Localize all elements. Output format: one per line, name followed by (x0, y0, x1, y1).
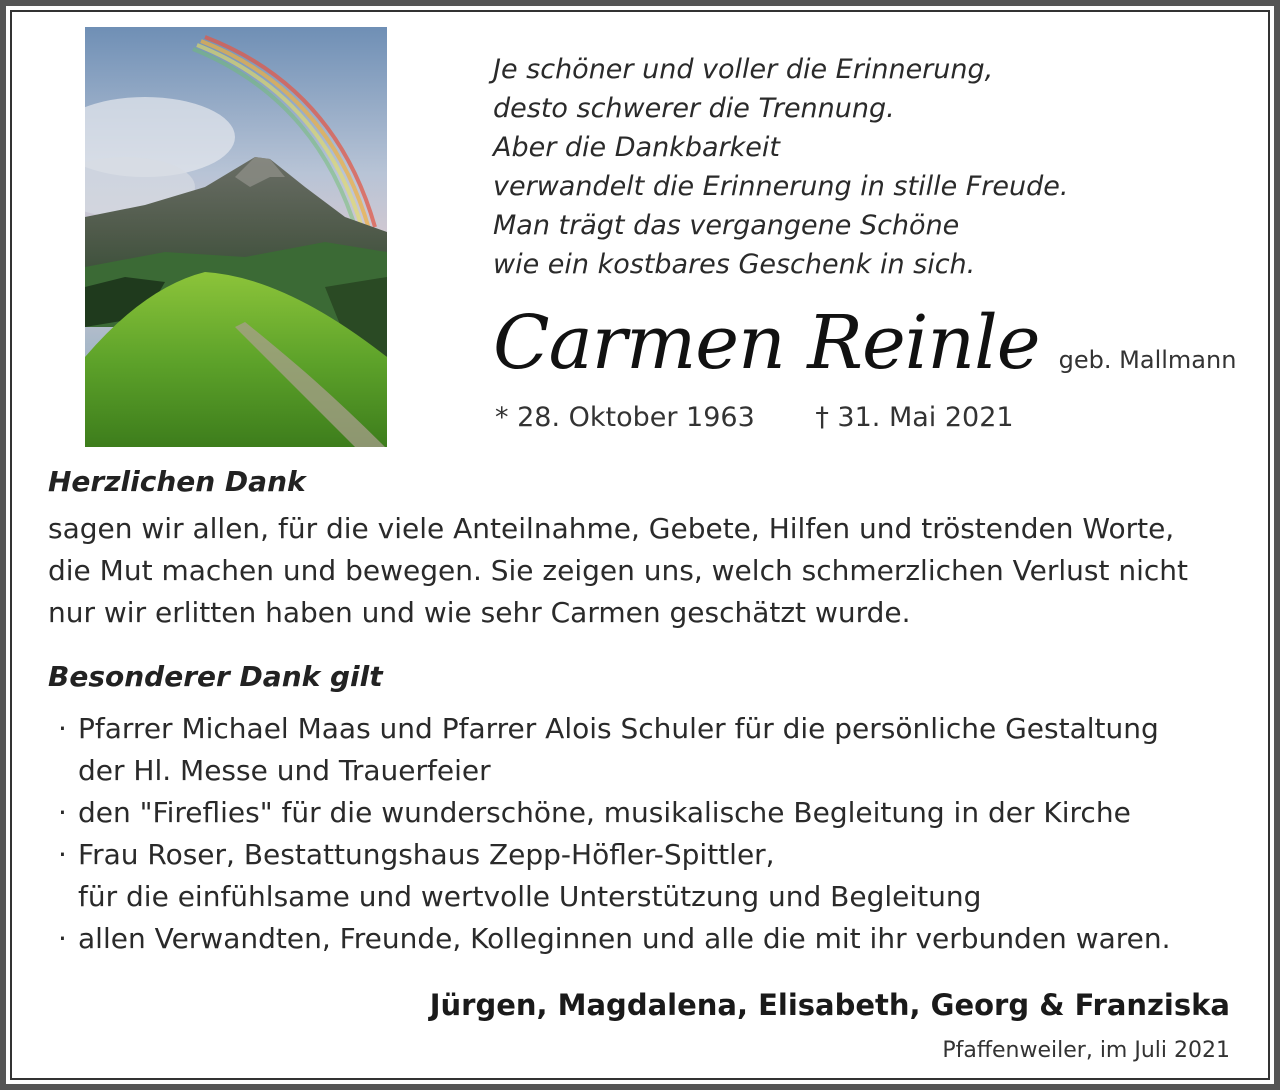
bullet: · (58, 796, 67, 829)
maiden-name: geb. Mallmann (1058, 346, 1237, 374)
deceased-name: Carmen Reinle (493, 300, 1040, 386)
poem-line: Aber die Dankbarkeit (493, 132, 780, 163)
poem-line: Je schöner und voller die Erinnerung, (493, 54, 994, 85)
list-item: · Frau Roser, Bestattungshaus Zepp-Höfler-Spittler, (58, 834, 1238, 876)
list-item: · allen Verwandten, Freunde, Kolleginnen und alle die mit ihr verbunden waren. (58, 918, 1238, 960)
signers: Jürgen, Magdalena, Elisabeth, Georg & Franziska (429, 988, 1230, 1022)
list-item-continuation: für die einfühlsame und wertvolle Unterstützung und Begleitung (78, 880, 982, 913)
thanks-line: sagen wir allen, für die viele Anteilnahme, Gebete, Hilfen und tröstenden Worte, (48, 512, 1175, 545)
place-date: Pfaffenweiler, im Juli 2021 (942, 1038, 1230, 1063)
list-item-continuation: der Hl. Messe und Trauerfeier (78, 754, 491, 787)
thanks-line: nur wir erlitten haben und wie sehr Carmen geschätzt wurde. (48, 596, 911, 629)
birth-date: * 28. Oktober 1963 (495, 402, 755, 433)
thanks-heading: Herzlichen Dank (48, 465, 306, 498)
list-item: · Pfarrer Michael Maas und Pfarrer Alois Schuler für die persönliche Gestaltung (58, 708, 1238, 750)
poem-line: Man trägt das vergangene Schöne (493, 210, 960, 241)
deceased-name-row (493, 300, 1253, 400)
thanks-line: die Mut machen und bewegen. Sie zeigen uns, welch schmerzlichen Verlust nicht (48, 554, 1188, 587)
special-thanks-heading: Besonderer Dank gilt (48, 660, 383, 693)
mountain-rainbow-photo (85, 27, 387, 447)
bullet: · (58, 838, 67, 871)
bullet: · (58, 922, 67, 955)
death-date: † 31. Mai 2021 (815, 402, 1014, 433)
life-dates (495, 402, 1014, 433)
poem-line: wie ein kostbares Geschenk in sich. (493, 249, 976, 280)
bullet: · (58, 712, 67, 745)
memorial-poem (493, 50, 1193, 284)
special-thanks-list (58, 708, 1238, 960)
list-item: · den "Fireflies" für die wunderschöne, musikalische Begleitung in der Kirche (58, 792, 1238, 834)
poem-line: desto schwerer die Trennung. (493, 93, 895, 124)
thanks-paragraph (48, 508, 1238, 634)
poem-line: verwandelt die Erinnerung in stille Freude. (493, 171, 1069, 202)
